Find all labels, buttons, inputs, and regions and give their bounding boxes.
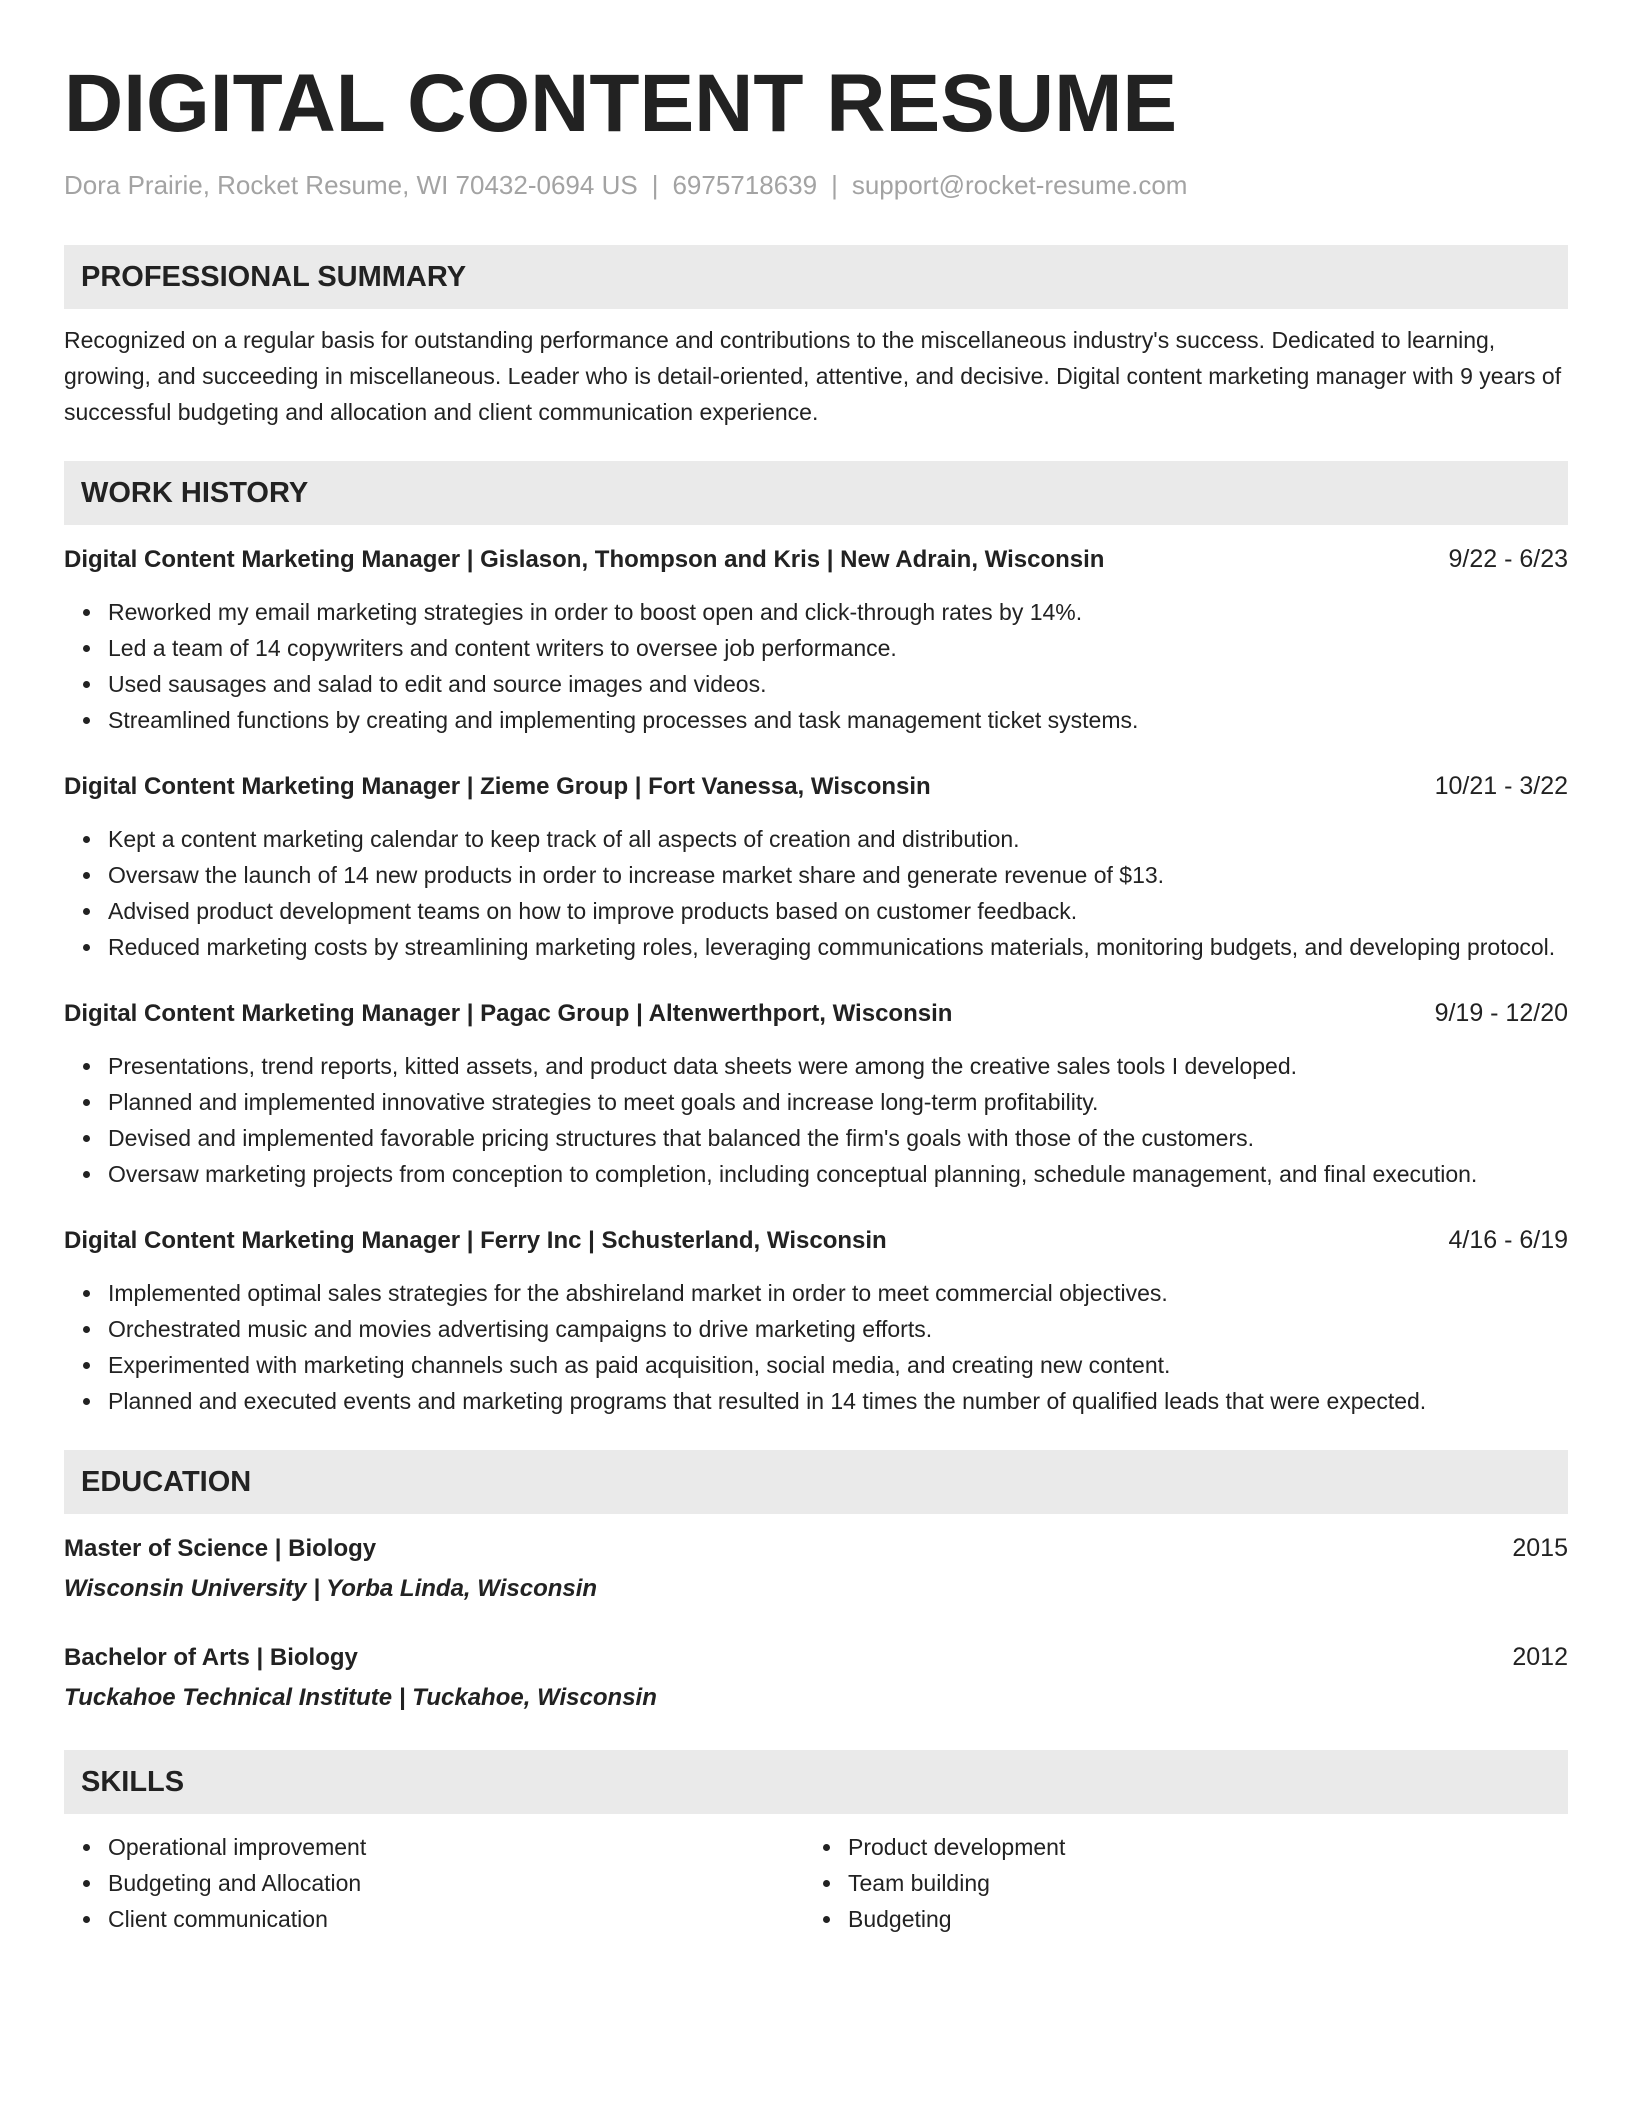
- job-title: Digital Content Marketing Manager | Ferry Inc | Schusterland, Wisconsin: [64, 1227, 887, 1254]
- job-dates: 4/16 - 6/19: [1448, 1226, 1568, 1254]
- job-bullets: [64, 594, 1568, 738]
- job-bullet: Oversaw the launch of 14 new products in order to increase market share and generate revenue of $13.: [108, 857, 1568, 893]
- job-bullet: Implemented optimal sales strategies for the abshireland market in order to meet commercial objectives.: [108, 1275, 1568, 1311]
- education-header: [64, 1531, 1568, 1566]
- skill-item: Product development: [848, 1829, 1544, 1865]
- job-header: [64, 1223, 1568, 1258]
- education-heading: EDUCATION: [64, 1450, 1568, 1514]
- job-bullets: [64, 1275, 1568, 1419]
- education-school: Tuckahoe Technical Institute | Tuckahoe, Wisconsin: [64, 1684, 657, 1711]
- job-entry: [64, 996, 1568, 1192]
- skill-item: Client communication: [108, 1901, 804, 1937]
- job-header: [64, 542, 1568, 577]
- job-bullet: Kept a content marketing calendar to keep track of all aspects of creation and distribution.: [108, 821, 1568, 857]
- job-bullet: Experimented with marketing channels such as paid acquisition, social media, and creating new content.: [108, 1347, 1568, 1383]
- job-entry: [64, 769, 1568, 965]
- job-bullet: Reworked my email marketing strategies in order to boost open and click-through rates by 14%.: [108, 594, 1568, 630]
- job-bullet: Presentations, trend reports, kitted assets, and product data sheets were among the creative sales tools I developed.: [108, 1048, 1568, 1084]
- job-title: Digital Content Marketing Manager | Pagac Group | Altenwerthport, Wisconsin: [64, 1000, 953, 1027]
- contact-separator: |: [831, 170, 838, 200]
- work-history-heading: WORK HISTORY: [64, 461, 1568, 525]
- skills-heading: SKILLS: [64, 1750, 1568, 1814]
- job-entry: [64, 542, 1568, 738]
- contact-line: [64, 168, 1568, 202]
- skill-item: Budgeting and Allocation: [108, 1865, 804, 1901]
- skill-item: Budgeting: [848, 1901, 1544, 1937]
- skills-bullets: [64, 1829, 804, 1937]
- job-header: [64, 996, 1568, 1031]
- job-dates: 9/19 - 12/20: [1434, 999, 1568, 1027]
- job-bullets: [64, 1048, 1568, 1192]
- skills-column-left: [64, 1829, 804, 1937]
- education-entry: [64, 1531, 1568, 1606]
- job-bullet: Planned and implemented innovative strategies to meet goals and increase long-term profitability.: [108, 1084, 1568, 1120]
- education-degree: Bachelor of Arts | Biology: [64, 1644, 358, 1671]
- job-entry: [64, 1223, 1568, 1419]
- resume-title: DIGITAL CONTENT RESUME: [64, 58, 1178, 149]
- contact-phone: 6975718639: [672, 170, 818, 200]
- contact-email: support@rocket-resume.com: [851, 170, 1188, 200]
- contact-address: Dora Prairie, Rocket Resume, WI 70432-0694 US: [64, 170, 638, 200]
- job-bullet: Advised product development teams on how to improve products based on customer feedback.: [108, 893, 1568, 929]
- skill-item: Operational improvement: [108, 1829, 804, 1865]
- education-degree: Master of Science | Biology: [64, 1535, 377, 1562]
- job-bullet: Led a team of 14 copywriters and content writers to oversee job performance.: [108, 630, 1568, 666]
- summary-heading: PROFESSIONAL SUMMARY: [64, 245, 1568, 309]
- job-bullet: Used sausages and salad to edit and source images and videos.: [108, 666, 1568, 702]
- job-bullet: Reduced marketing costs by streamlining marketing roles, leveraging communications materials, monitoring budgets, and developing protocol.: [108, 929, 1568, 965]
- skill-item: Team building: [848, 1865, 1544, 1901]
- job-title: Digital Content Marketing Manager | Gislason, Thompson and Kris | New Adrain, Wisconsin: [64, 546, 1105, 573]
- job-dates: 9/22 - 6/23: [1448, 545, 1568, 573]
- education-header: [64, 1640, 1568, 1675]
- skills-bullets: [804, 1829, 1544, 1937]
- education-school: Wisconsin University | Yorba Linda, Wisconsin: [64, 1575, 598, 1602]
- summary-text: Recognized on a regular basis for outstanding performance and contributions to the miscellaneous industry's success. Dedicated to learning, growing, and succeeding in miscellaneous. Leader who is detail-oriented, attentive, and decisive. Digital content marketing manager with 9 years of successful budgeting and allocation and client communication experience.: [64, 327, 1562, 425]
- job-bullet: Orchestrated music and movies advertising campaigns to drive marketing efforts.: [108, 1311, 1568, 1347]
- job-bullet: Streamlined functions by creating and implementing processes and task management ticket systems.: [108, 702, 1568, 738]
- job-title: Digital Content Marketing Manager | Zieme Group | Fort Vanessa, Wisconsin: [64, 773, 931, 800]
- education-year: 2012: [1512, 1643, 1568, 1671]
- job-bullets: [64, 821, 1568, 965]
- job-bullet: Oversaw marketing projects from conception to completion, including conceptual planning, schedule management, and final execution.: [108, 1156, 1568, 1192]
- skills-column-right: [804, 1829, 1544, 1937]
- education-entry: [64, 1640, 1568, 1715]
- job-dates: 10/21 - 3/22: [1434, 772, 1568, 800]
- skills-list: [64, 1829, 1568, 1937]
- job-header: [64, 769, 1568, 804]
- contact-separator: |: [651, 170, 659, 200]
- job-bullet: Planned and executed events and marketing programs that resulted in 14 times the number of qualified leads that were expected.: [108, 1383, 1568, 1419]
- job-bullet: Devised and implemented favorable pricing structures that balanced the firm's goals with those of the customers.: [108, 1120, 1568, 1156]
- education-year: 2015: [1512, 1534, 1568, 1562]
